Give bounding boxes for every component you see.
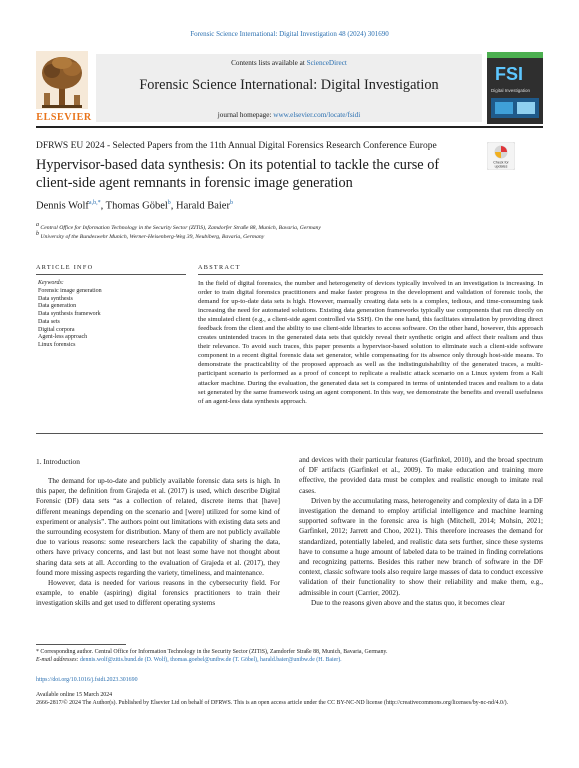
journal-title: Forensic Science International: Digital Investigation <box>139 77 439 93</box>
cover-subtitle: Digital Investigation <box>491 88 531 93</box>
header-rule <box>36 126 543 128</box>
abstract-rule <box>198 274 543 275</box>
corresponding-author-footnote <box>36 648 543 665</box>
affiliation <box>36 231 264 240</box>
journal-cover-image[interactable] <box>487 52 543 124</box>
introduction-heading: 1. Introduction <box>36 457 80 466</box>
affiliation-text: Central Office for Information Technology in the Security Sector (ZITiS), Zamdorfer Straße 88, Munich, Bavaria, Germany <box>40 224 321 231</box>
journal-homepage-link[interactable]: www.elsevier.com/locate/fsidi <box>273 111 361 119</box>
author-name[interactable]: Thomas Göbel <box>105 200 168 212</box>
journal-reference-link[interactable]: Forensic Science International: Digital Investigation 48 (2024) 301690 <box>190 30 389 38</box>
crossmark-icon <box>487 142 515 170</box>
available-online: Available online 15 March 2024 <box>36 692 113 698</box>
article-info-rule <box>36 274 186 275</box>
author-list <box>36 200 233 212</box>
author-separator: , <box>100 200 106 212</box>
special-issue-line: DFRWS EU 2024 - Selected Papers from the 11th Annual Digital Forensics Research Conference Europe <box>36 141 437 151</box>
author-affiliation-marker[interactable]: a,b,* <box>88 200 101 206</box>
copyright-notice: 2666-2817/© 2024 The Author(s). Published by Elsevier Ltd on behalf of DFRWS. This is an open access article under the CC BY-NC-ND license (http://creativecommons.org/licenses/by-nc-nd/4.0/). <box>36 699 509 706</box>
article-title: Hypervisor-based data synthesis: On its potential to tackle the curse of client-side agent remnants in forensic image generation <box>36 157 440 191</box>
journal-homepage-line <box>96 111 482 119</box>
affiliation-marker: b <box>36 231 39 237</box>
cover-art <box>487 52 543 124</box>
check-for-updates-badge[interactable] <box>487 142 515 170</box>
abstract-bottom-rule <box>36 433 543 434</box>
author-affiliation-marker[interactable]: b <box>229 200 233 206</box>
keyword[interactable]: Digital corpora <box>38 326 75 333</box>
affiliation-text: University of the Bundeswehr Munich, Werner-Heisenberg-Weg 39, Neubiberg, Bavaria, Germany <box>40 233 265 240</box>
body-paragraph: Due to the reasons given above and the status quo, it becomes clear <box>311 598 505 607</box>
crossmark-line1: Check for <box>493 160 509 165</box>
affiliation-marker: a <box>36 222 39 228</box>
publication-info <box>36 692 543 708</box>
keyword[interactable]: Agent-less approach <box>38 334 88 341</box>
email-label: E-mail addresses: <box>36 657 79 664</box>
article-info-heading: ARTICLE INFO <box>36 264 94 271</box>
author-name[interactable]: Dennis Wolf <box>36 200 89 212</box>
keyword[interactable]: Data sets <box>38 318 60 325</box>
sciencedirect-link[interactable]: ScienceDirect <box>306 59 347 67</box>
body-paragraph: However, data is needed for various reasons in the cybersecurity field. For example, to enable (aspiring) digital forensics practitioners to train their investigation skills and get used to different operating systems <box>36 579 280 608</box>
keyword[interactable]: Forensic image generation <box>38 288 102 294</box>
author-emails[interactable]: dennis.wolf@zitis.bund.de (D. Wolf), thomas.goebel@unibw.de (T. Göbel), harald.baier@unibw.de (H. Baier). <box>79 657 342 664</box>
contents-prefix: Contents lists available at <box>231 59 307 67</box>
keyword-list <box>38 288 102 350</box>
abstract-heading: ABSTRACT <box>198 264 241 271</box>
footnote-line: * Corresponding author. Central Office for Information Technology in the Security Sector (ZITiS), Zamdorfer Straße 88, Munich, Bavaria, Germany. <box>36 649 388 655</box>
elsevier-wordmark: ELSEVIER <box>36 112 92 123</box>
keyword[interactable]: Data synthesis <box>38 295 73 302</box>
keywords-heading: Keywords: <box>38 280 64 286</box>
footnote-rule <box>36 644 126 645</box>
crossmark-line2: updates <box>494 164 508 169</box>
body-paragraph: and devices with their particular features (Garfinkel, 2010), and the broad spectrum of DF artifacts (Garfinkel et al., 2009). To make education and training more effective, the provided data must be complex and realistic enough to imitate real cases. <box>299 456 543 495</box>
body-paragraph: Driven by the accumulating mass, heterogeneity and complexity of data in a DF investigation the demand to employ artificial intelligence and machine learning supported software in the forensic area is high (Mitchell, 2014; Mohsin, 2021; Garfinkel, 2012; Jarrett and Choo, 2021). This therefore increases the demand for standardized, potentially labeled, and realistic data sets further, since these systems have to consume a huge amount of labeled data to be trained in finding correlations and recognizing patterns. Besides this rather new branch of software in the DF context, classic software tools also require large masses of data to conduct excessive validation of their functionality to show their reliability and make them, e.g., admissible in court (Carrier, 2002). <box>299 496 543 597</box>
doi-link[interactable]: https://doi.org/10.1016/j.fsidi.2023.301690 <box>36 677 138 683</box>
author-affiliation-marker[interactable]: b <box>167 200 171 206</box>
cover-title: FSI <box>495 64 524 84</box>
keyword[interactable]: Linux forensics <box>38 341 76 348</box>
keyword[interactable]: Data generation <box>38 303 77 310</box>
keyword[interactable]: Data synthesis framework <box>38 311 101 318</box>
email-line <box>36 656 543 664</box>
body-column-left <box>36 476 280 609</box>
body-paragraph: The demand for up-to-date and publicly available forensic data sets is high. In this paper, the definition from Grajeda et al. (2017) is used, which describe Digital Forensic (DF) data sets “as a collection of related, discrete items that [have] different meanings depending on the scenario and [were] utilized for some kind of experiment or analysis”. The authors point out limitations with existing data sets and the surrounding ecosystem for distribution. Many of them are not publicly available due to various reasons: some researchers lack the capability of sharing the data, others have privacy concerns, and last but not least some have not thought about sharing data sets at all. According to the evaluation of Grajeda et al. (2017), they found more missing aspects regarding the variety, timeliness, and maintenance. <box>36 477 280 577</box>
contents-available-line <box>96 59 482 67</box>
author-name[interactable]: Harald Baier <box>176 200 230 212</box>
homepage-prefix: journal homepage: <box>217 111 274 119</box>
abstract-text: In the field of digital forensics, the number and heterogeneity of devices typically involved in an investigation is increasing. In order to train digital forensics practitioners and make faster progress in the development and validation of forensic tools, the demand for up-to-date data sets is high. However, manually creating data sets is a complex, tedious, and time-consuming task increasing the need for automated solutions. Existing data generation frameworks typically use components that run directly on the simulated client (e.g., a client-side agent controlled via SSH). On the one hand, this facilitates simulation by providing direct feedback from the client and the ability to use client-side libraries to access software. On the other hand, however, this approach creates unintended traces in the generated data sets that quickly reveal their synthetic origin and affect their realism and thus their relevance. To avoid such traces, this paper presents a hypervisor-based solution to eliminate such a client-side software component in a recent digital forensic data set generator, while compensating for its absence only through host-side means. To demonstrate the practicability of the proposed approach as well as the indistinguishability of the generated traces, a multi-participant scenario is performed as a proof of concept to replicate a realistic attack scenario on a Linux system from a Kali attacker machine. During the evaluation, the generated data set is compared in terms of unintended traces and realism to a data set generated by the same framework using an agent component. In this way, we demonstrate the benefits and overall usefulness of an agent-less data synthesis approach. <box>198 280 543 405</box>
body-column-right <box>299 455 543 608</box>
author-separator: , <box>170 200 177 212</box>
affiliation <box>36 222 321 231</box>
